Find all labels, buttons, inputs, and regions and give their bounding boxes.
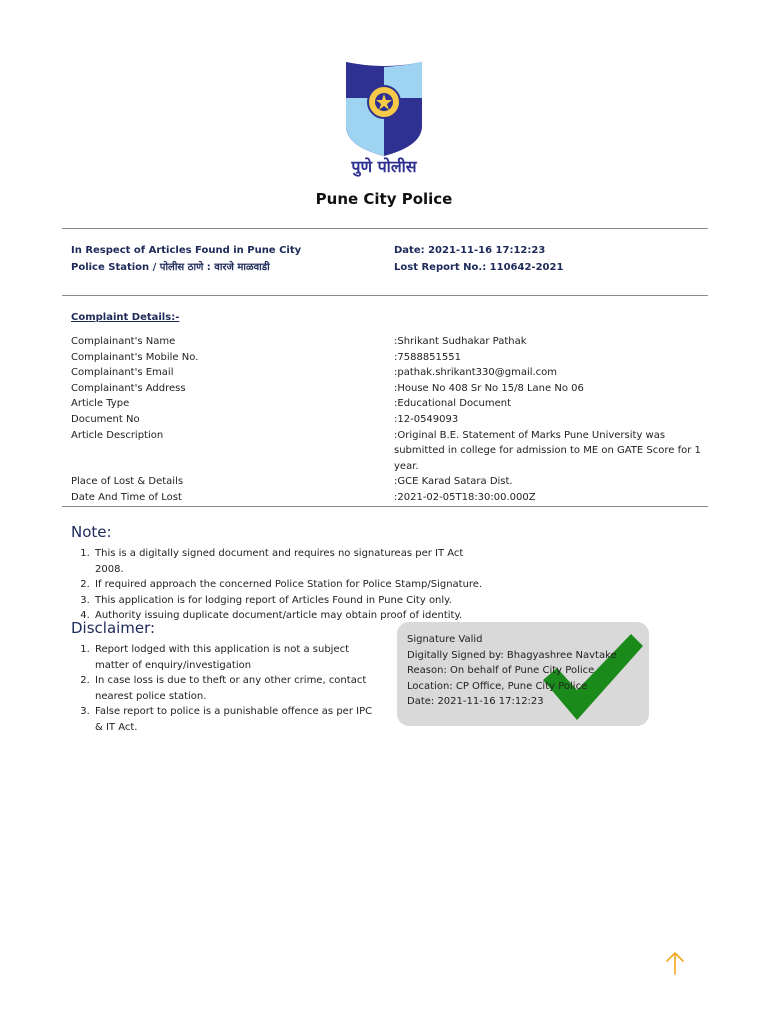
disclaimer-list [71, 642, 381, 736]
divider [62, 506, 708, 507]
report-meta [394, 242, 563, 276]
detail-row: Complainant's Address :House No 408 Sr No 15/8 Lane No 06 [71, 382, 584, 394]
list-item: 2. In case loss is due to theft or any other crime, contact nearest police station. [93, 673, 381, 704]
signed-by: Digitally Signed by: Bhagyashree Navtake [407, 649, 617, 661]
divider [62, 295, 708, 296]
complaint-details-title: Complaint Details:- [71, 312, 180, 323]
signature-status: Signature Valid [407, 634, 483, 645]
list-item: 1. This is a digitally signed document and requires no signatureas per IT Act 2008. [93, 546, 491, 577]
signature-date: Date: 2021-11-16 17:12:23 [407, 696, 544, 708]
list-item: 3. False report to police is a punishable offence as per IPC & IT Act. [93, 704, 381, 735]
detail-row: Article Description :Original B.E. Statement of Marks Pune University was submitted in college for admission to ME on GATE Score for 1 year. [71, 429, 701, 472]
list-item: 3. This application is for lodging report of Articles Found in Pune City only. [93, 593, 491, 609]
note-list [71, 546, 491, 624]
list-item: 4. Authority issuing duplicate document/article may obtain proof of identity. [93, 608, 491, 624]
list-item: 2. If required approach the concerned Police Station for Police Stamp/Signature. [93, 577, 491, 593]
arrow-up-icon[interactable] [664, 950, 686, 976]
svg-text:पुणे पोलीस: पुणे पोलीस [351, 157, 417, 176]
signature-location: Location: CP Office, Pune City Police [407, 680, 588, 692]
detail-row: Complainant's Mobile No. :7588851551 [71, 351, 461, 363]
detail-row: Article Type :Educational Document [71, 398, 512, 410]
shield-logo-icon [334, 58, 434, 178]
detail-row: Date And Time of Lost :2021-02-05T18:30:00.000Z [71, 491, 536, 503]
pune-police-logo [334, 58, 434, 178]
signature-details [407, 632, 617, 710]
detail-row: Complainant's Email :pathak.shrikant330@gmail.com [71, 367, 558, 379]
detail-row: Complainant's Name :Shrikant Sudhakar Pathak [71, 336, 527, 347]
lost-report-number: Lost Report No.: 110642-2021 [394, 262, 564, 273]
disclaimer-heading: Disclaimer: [71, 619, 156, 637]
report-date: Date: 2021-11-16 17:12:23 [394, 245, 546, 256]
articles-found-label: In Respect of Articles Found in Pune City [71, 245, 302, 256]
detail-row: Place of Lost & Details :GCE Karad Satara Dist. [71, 476, 513, 488]
digital-signature-box [397, 622, 649, 726]
signature-reason: Reason: On behalf of Pune City Police [407, 665, 595, 677]
note-heading: Note: [71, 523, 112, 541]
divider [62, 228, 708, 229]
page-title: Pune City Police [315, 190, 453, 208]
list-item: 1. Report lodged with this application is not a subject matter of enquiry/investigation [93, 642, 381, 673]
report-context [71, 242, 301, 276]
complaint-details-table [71, 334, 711, 506]
police-station-label: Police Station / पोलीस ठाणे : वारजे माळवाडी [71, 262, 270, 273]
detail-row: Document No :12-0549093 [71, 413, 459, 425]
